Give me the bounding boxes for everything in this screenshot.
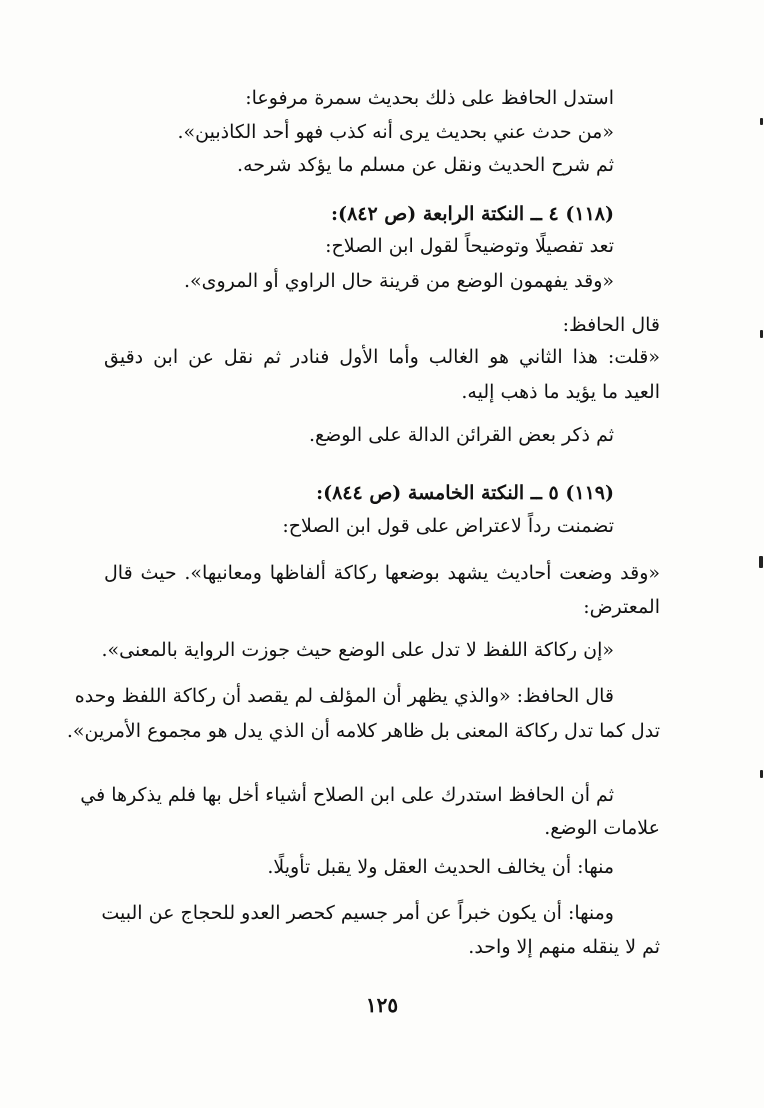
text-line-5: تعد تفصيلًا وتوضيحاً لقول ابن الصلاح: bbox=[325, 235, 614, 257]
scan-edge-mark bbox=[760, 770, 763, 778]
text-line-17: تدل كما تدل ركاكة المعنى بل ظاهر كلامه أن الذي يدل هو مجموع الأمرين». bbox=[66, 720, 660, 742]
scan-edge-mark bbox=[760, 330, 763, 338]
text-line-6: «وقد يفهمون الوضع من قرينة حال الراوي أو المروى». bbox=[183, 270, 614, 292]
text-line-18: ثم أن الحافظ استدرك على ابن الصلاح أشياء أخل بها فلم يذكرها في bbox=[80, 784, 614, 806]
text-line-20: منها: أن يخالف الحديث العقل ولا يقبل تأويلًا. bbox=[267, 856, 614, 878]
text-line-13: «وقد وضعت أحاديث يشهد بوضعها ركاكة ألفاظها ومعانيها». حيث قال bbox=[104, 562, 660, 584]
text-line-10: ثم ذكر بعض القرائن الدالة على الوضع. bbox=[308, 424, 614, 446]
page-number: ١٢٥ bbox=[365, 993, 399, 1017]
text-line-3: ثم شرح الحديث ونقل عن مسلم ما يؤكد شرحه. bbox=[237, 154, 614, 176]
scan-edge-mark bbox=[760, 118, 763, 125]
text-line-15: «إن ركاكة اللفظ لا تدل على الوضع حيث جوزت الرواية بالمعنى». bbox=[101, 639, 614, 661]
scan-edge-mark bbox=[759, 556, 763, 568]
text-line-7: قال الحافظ: bbox=[562, 314, 660, 336]
text-line-16: قال الحافظ: «والذي يظهر أن المؤلف لم يقصد أن ركاكة اللفظ وحده bbox=[74, 685, 614, 707]
text-line-14: المعترض: bbox=[583, 596, 660, 618]
text-line-9: العيد ما يؤيد ما ذهب إليه. bbox=[461, 381, 660, 403]
text-line-19: علامات الوضع. bbox=[544, 817, 660, 839]
text-line-8: «قلت: هذا الثاني هو الغالب وأما الأول فنادر ثم نقل عن ابن دقيق bbox=[104, 346, 660, 368]
text-line-22: ثم لا ينقله منهم إلا واحد. bbox=[468, 936, 660, 958]
text-line-1: استدل الحافظ على ذلك بحديث سمرة مرفوعا: bbox=[245, 87, 614, 109]
text-line-2: «من حدث عني بحديث يرى أنه كذب فهو أحد الكاذبين». bbox=[177, 121, 614, 143]
text-line-12: تضمنت رداً لاعتراض على قول ابن الصلاح: bbox=[282, 515, 614, 537]
section-heading-118: (١١٨) ٤ ــ النكتة الرابعة (ص ٨٤٢): bbox=[331, 203, 614, 225]
text-line-21: ومنها: أن يكون خبراً عن أمر جسيم كحصر العدو للحجاج عن البيت bbox=[101, 902, 614, 924]
section-heading-119: (١١٩) ٥ ــ النكتة الخامسة (ص ٨٤٤): bbox=[316, 482, 614, 504]
